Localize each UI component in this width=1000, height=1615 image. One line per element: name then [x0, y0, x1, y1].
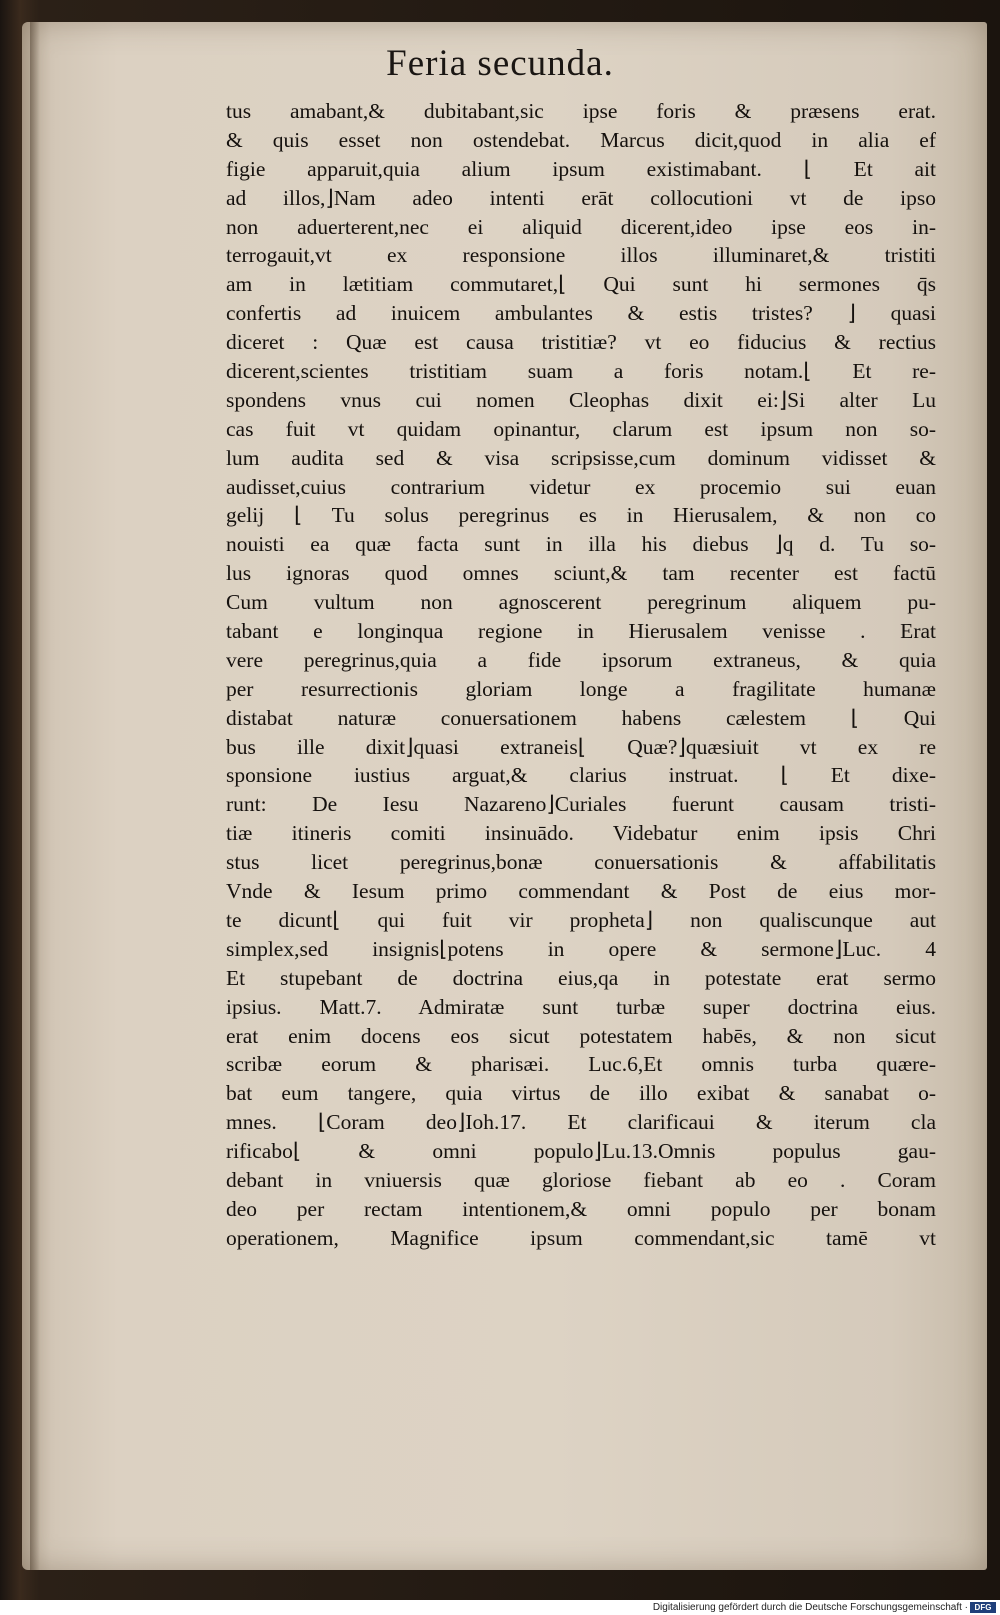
text-line: lus ignoras quod omnes sciunt,& tam recenter est factū	[226, 561, 936, 586]
dfg-logo-icon: DFG	[970, 1602, 996, 1613]
text-line: Et stupebant de doctrina eius,qa in potestate erat sermo	[226, 965, 936, 990]
text-line: stus licet peregrinus,bonæ conuersationis & affabilitatis	[226, 850, 936, 875]
text-line: confertis ad inuicem ambulantes & estis tristes? ⌋ quasi	[226, 301, 936, 326]
text-line: audisset,cuius contrarium videtur ex procemio sui euan	[226, 474, 936, 499]
page-gutter-shadow	[30, 22, 40, 1570]
text-line: terrogauit,vt ex responsione illos illuminaret,& tristiti	[226, 243, 936, 268]
text-line: bus ille dixit⌋quasi extraneis⌊ Quæ?⌋quæsiuit vt ex re	[226, 734, 936, 759]
text-line: Vnde & Iesum primo commendant & Post de eius mor-	[226, 879, 936, 904]
text-line: distabat naturæ conuersationem habens cælestem ⌊ Qui	[226, 705, 936, 730]
text-line: tabant e longinqua regione in Hierusalem venisse . Erat	[226, 619, 936, 644]
text-line: mnes. ⌊Coram deo⌋Ioh.17. Et clarificaui & iterum cla	[226, 1110, 936, 1135]
text-line: vere peregrinus,quia a fide ipsorum extraneus, & quia	[226, 647, 936, 672]
text-line: spondens vnus cui nomen Cleophas dixit ei:⌋Si alter Lu	[226, 387, 936, 412]
text-line: erat enim docens eos sicut potestatem habēs, & non sicut	[226, 1023, 936, 1048]
text-line: runt: De Iesu Nazareno⌋Curiales fuerunt causam tristi-	[226, 792, 936, 817]
text-line: ad illos,⌋Nam adeo intenti erāt collocutioni vt de ipso	[226, 185, 936, 210]
text-line: figie apparuit,quia alium ipsum existimabant. ⌊ Et ait	[226, 156, 936, 181]
text-line: sponsione iustius arguat,& clarius instruat. ⌊ Et dixe-	[226, 763, 936, 788]
text-line: nouisti ea quæ facta sunt in illa his diebus ⌋q d. Tu so-	[226, 532, 936, 557]
running-header: Feria secunda.	[386, 43, 614, 84]
text-line: diceret : Quæ est causa tristitiæ? vt eo fiducius & rectius	[226, 330, 936, 355]
text-line: ipsius. Matt.7. Admiratæ sunt turbæ super doctrina eius.	[226, 994, 936, 1019]
text-line: tiæ itineris comiti insinuādo. Videbatur enim ipsis Chri	[226, 821, 936, 846]
text-line: am in lætitiam commutaret,⌊ Qui sunt hi sermones q̄s	[226, 272, 936, 297]
text-line: gelij ⌊ Tu solus peregrinus es in Hierusalem, & non co	[226, 503, 936, 528]
text-line: bat eum tangere, quia virtus de illo exibat & sanabat o-	[226, 1081, 936, 1106]
text-line: & quis esset non ostendebat. Marcus dicit,quod in alia ef	[226, 127, 936, 152]
text-line: operationem, Magnifice ipsum commendant,sic tamē vt	[226, 1225, 936, 1250]
text-line: lum audita sed & visa scripsisse,cum dominum vidisset &	[226, 445, 936, 470]
text-line: non aduerterent,nec ei aliquid dicerent,ideo ipse eos in-	[226, 214, 936, 239]
text-line: te dicunt⌊ qui fuit vir propheta⌋ non qualiscunque aut	[226, 907, 936, 932]
text-line: tus amabant,& dubitabant,sic ipse foris & præsens erat.	[226, 99, 936, 123]
text-line: simplex,sed insignis⌊potens in opere & sermone⌋Luc. 4	[226, 936, 936, 961]
text-line: per resurrectionis gloriam longe a fragilitate humanæ	[226, 676, 936, 701]
text-line: Cum vultum non agnoscerent peregrinum aliquem pu-	[226, 590, 936, 615]
text-line: dicerent,scientes tristitiam suam a foris notam.⌊ Et re-	[226, 359, 936, 384]
text-line: rificabo⌊ & omni populo⌋Lu.13.Omnis populus gau-	[226, 1139, 936, 1164]
text-line: cas fuit vt quidam opinantur, clarum est ipsum non so-	[226, 416, 936, 441]
text-line: scribæ eorum & pharisæi. Luc.6,Et omnis turba quære-	[226, 1052, 936, 1077]
footer-credit: Digitalisierung gefördert durch die Deutsche Forschungsgemeinschaft ·	[652, 1602, 968, 1613]
body-text	[226, 97, 936, 1253]
text-line: deo per rectam intentionem,& omni populo per bonam	[226, 1196, 936, 1221]
text-line: debant in vniuersis quæ gloriose fiebant ab eo . Coram	[226, 1167, 936, 1192]
